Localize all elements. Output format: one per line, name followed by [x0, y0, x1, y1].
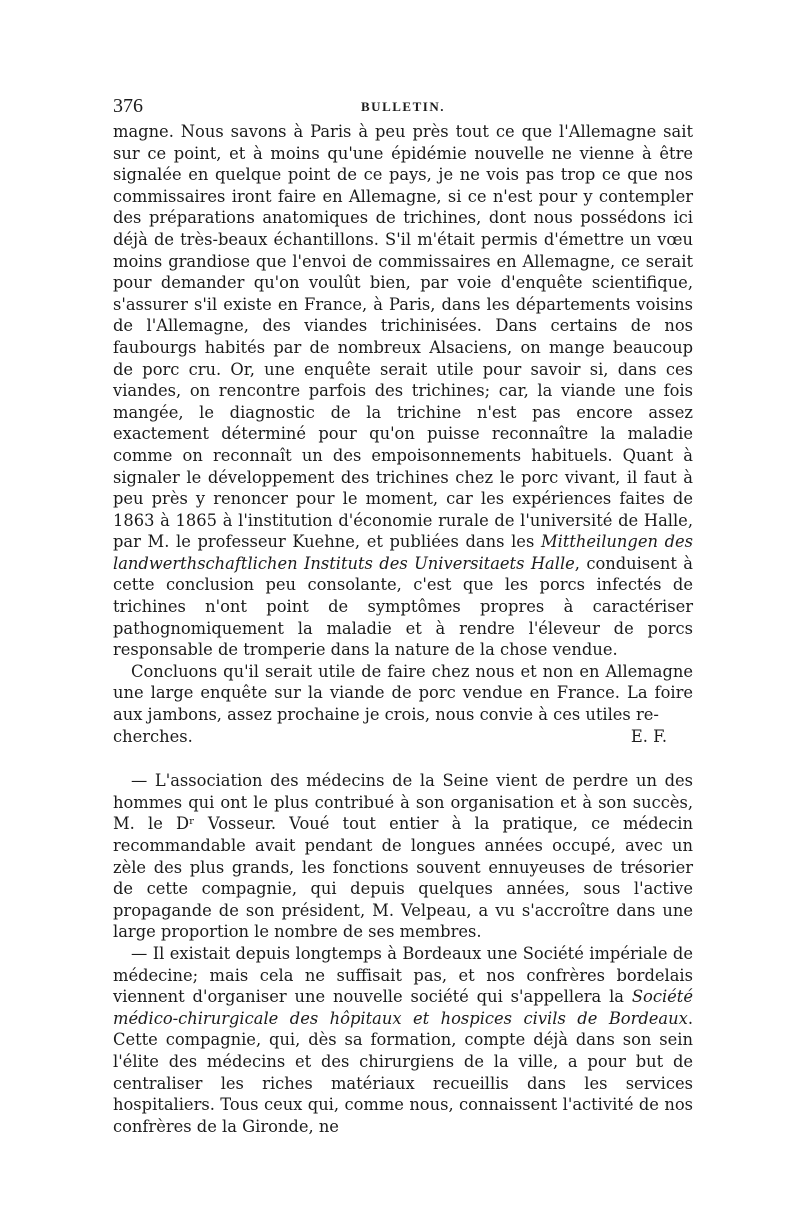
publication-title: Mittheilungen des landwerthschaftlichen Instituts des Universitaets Halle [113, 532, 693, 573]
signature-line [113, 726, 693, 748]
section-gap [113, 747, 693, 770]
paragraph-trichines-continuation [113, 121, 693, 661]
page-number: 376 [113, 95, 143, 117]
paragraph-text: — Il existait depuis longtemps à Bordeaux une Société impériale de médecine; mais cela ne suffisait pas, et nos confrères bordelais viennent d'organiser une nouvelle société qui s'appellera la [113, 943, 693, 1007]
paragraph-text: . Cette compagnie, qui, dès sa formation, compte déjà dans son sein l'élite des médecins et des chirurgiens de la ville, a pour but de centraliser les riches matériaux recueillis dans les services hospitaliers. Tous ceux qui, comme nous, connaissent l'activité de nos confrères de la Gironde, ne [113, 1008, 693, 1136]
paragraph-text: , conduisent à cette conclusion peu consolante, c'est que les porcs infectés de trichines n'ont point de symptômes propres à caractériser pathognomiquement la maladie et à rendre l'éleveur de porcs responsable de tromperie dans la nature de la chose vendue. [113, 553, 693, 660]
paragraph-conclusion: Concluons qu'il serait utile de faire chez nous et non en Allemagne une large enquête sur la viande de porc vendue en France. La foire aux jambons, assez prochaine je crois, nous convie à ces utiles re- [113, 661, 693, 725]
paragraph-bordeaux-news [113, 943, 693, 1137]
society-name: Société médico-chirurgicale des hôpitaux et hospices civils de Bordeaux [113, 987, 693, 1028]
paragraph-last-line: cherches. [113, 726, 193, 746]
paragraph-vosseur-news: — L'association des médecins de la Seine vient de perdre un des hommes qui ont le plus contribué à son organisation et à son succès, M. le Dʳ Vosseur. Voué tout entier à la pratique, ce médecin recommandable avait pendant de longues années occupé, avec un zèle des plus grands, les fonctions souvent ennuyeuses de trésorier de cette compagnie, qui depuis quelques années, sous l'active propagande de son président, M. Velpeau, a vu s'accroître dans une large proportion le nombre de ses membres. [113, 771, 693, 942]
paragraph-text: magne. Nous savons à Paris à peu près tout ce que l'Allemagne sait sur ce point, et à moins qu'une épidémie nouvelle ne vienne à être signalée en quelque point de ce pays, je ne vois pas trop ce que nos commissaires iront faire en Allemagne, si ce n'est pour y contempler des préparations anatomiques de trichines, dont nous possédons ici déjà de très-beaux échantillons. S'il m'était permis d'émettre un vœu moins grandiose que l'envoi de commissaires en Allemagne, ce serait pour demander qu'on voulût bien, par voie d'enquête scientifique, s'assurer s'il existe en France, à Paris, dans les départements voisins de l'Allemagne, des viandes trichinisées. Dans certains de nos faubourgs habités par de nombreux Alsaciens, on mange beaucoup de porc cru. Or, une enquête serait utile pour savoir si, dans ces viandes, on rencontre parfois des trichines; car, la viande une fois mangée, le diagnostic de la trichine n'est pas encore assez exactement déterminé pour qu'on puisse reconnaître la maladie comme on reconnaît un des empoisonnements habituels. Quant à signaler le développement des trichines chez le porc vivant, il faut à peu près y renoncer pour le moment, car les expériences faites de 1863 à 1865 à l'institution d'économie rurale de l'université de Halle, par M. le professeur Kuehne, et publiées dans les [113, 122, 693, 552]
book-page [113, 95, 693, 1137]
author-signature: E. F. [630, 726, 667, 746]
running-head [113, 95, 693, 121]
header-title: BULLETIN. [361, 99, 445, 114]
